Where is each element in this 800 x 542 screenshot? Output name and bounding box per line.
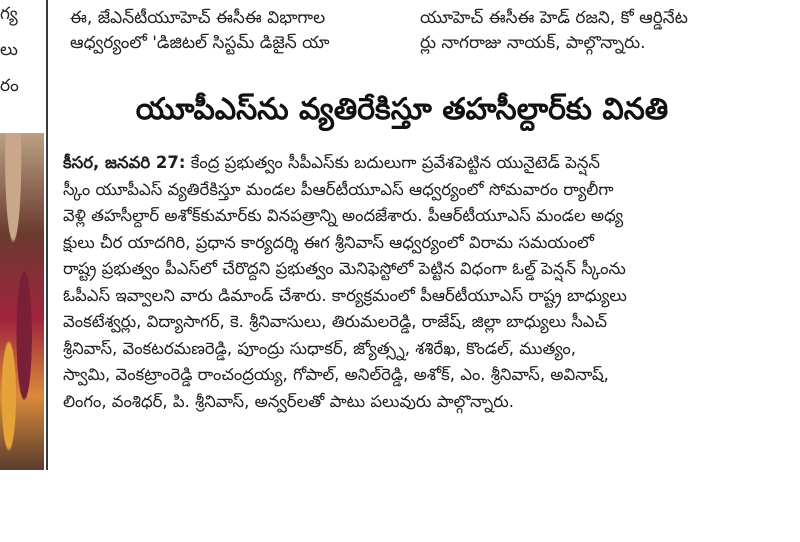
article-line: క్షులు చీర యాదగిరి, ప్రధాన కార్యదర్శి ఈగ శ్రీనివాస్ ఆధ్వర్యంలో విరామ సమయంలో <box>63 232 594 252</box>
adjacent-column-text: రం <box>0 76 19 96</box>
article-text: కేంద్ర ప్రభుత్వం సీపీఎస్‌కు బదులుగా ప్రవేశపెట్టిన యునైటెడ్ పెన్షన్ <box>185 153 600 172</box>
adjacent-news-photo <box>0 133 44 470</box>
text-line: ఆధ్వర్యంలో 'డిజిటల్ సిస్టమ్ డిజైన్ యా <box>70 33 330 53</box>
article-line: వెంకటేశ్వర్లు, విద్యాసాగర్, కె. శ్రీనివాసులు, తిరుమలరెడ్డి, రాజేష్, జిల్లా బాధ్యులు సీఎచ్ <box>63 312 608 331</box>
column-divider <box>46 0 48 470</box>
article-headline: యూపీఎస్‌ను వ్యతిరేకిస్తూ తహసీల్దార్‌కు వినతి <box>135 92 669 127</box>
previous-article-left-column <box>70 6 329 56</box>
adjacent-column-text: గ్య <box>0 4 18 24</box>
previous-article-tail <box>60 0 800 64</box>
article-line-1 <box>63 150 743 177</box>
article-line: రాష్ట్ర ప్రభుత్వం పీఎస్‌లో చేరొద్దని ప్రభుత్వం మెనిఫెస్టోలో పెట్టిన విధంగా ఓల్డ్ పెన్షన్ స్కీంను <box>63 259 626 278</box>
text-line: యూహెచ్ ఈసీఈ హెడ్ రజని, కో ఆర్డినేట <box>420 8 688 28</box>
article-line: ఓపీఎస్ ఇవ్వాలని వారు డిమాండ్ చేశారు. కార్యక్రమంలో పీఆర్‌టీయూఎస్ రాష్ట్ర బాధ్యులు <box>63 285 627 305</box>
previous-article-right-column <box>420 6 688 56</box>
article-line: లింగం, వంశిధర్, పి. శ్రీనివాస్, అన్వర్‌లతో పాటు పలువురు పాల్గొన్నారు. <box>63 391 514 411</box>
article-body <box>63 150 743 415</box>
text-line: ఈ, జేఎన్‌టీయూహెచ్ ఈసీఈ విభాగాల <box>70 8 326 28</box>
adjacent-column-text: లు <box>0 40 18 60</box>
article-line: వెళ్లి తహసీల్దార్ అశోక్‌కుమార్‌కు వినపత్రాన్ని అందజేశారు. పీఆర్‌టీయూఎస్ మండల అధ్య <box>63 206 624 225</box>
dateline: కీసర, జనవరి 27: <box>63 153 186 172</box>
article-line: స్వామి, వెంకట్రాంరెడ్డి రాంచంద్రయ్య, గోపాల్, అనిల్‌రెడ్డి, అశోక్, ఎం. శ్రీనివాస్, అవినాష్, <box>63 365 609 384</box>
article-line: శ్రీనివాస్, వెంకటరమణరెడ్డి, పూంద్రు సుధాకర్, జ్యోత్స్న, శశిరేఖ, కొండల్, ముత్యం, <box>63 338 577 358</box>
text-line: ర్లు నాగరాజు నాయక్, పాల్గొన్నారు. <box>420 33 646 53</box>
article-line: స్కీం యూపీఎస్ వ్యతిరేకిస్తూ మండల పీఆర్‌టీయూఎస్ ఆధ్వర్యంలో సోమవారం ర్యాలీగా <box>63 179 614 199</box>
adjacent-column-fragment <box>0 0 44 470</box>
